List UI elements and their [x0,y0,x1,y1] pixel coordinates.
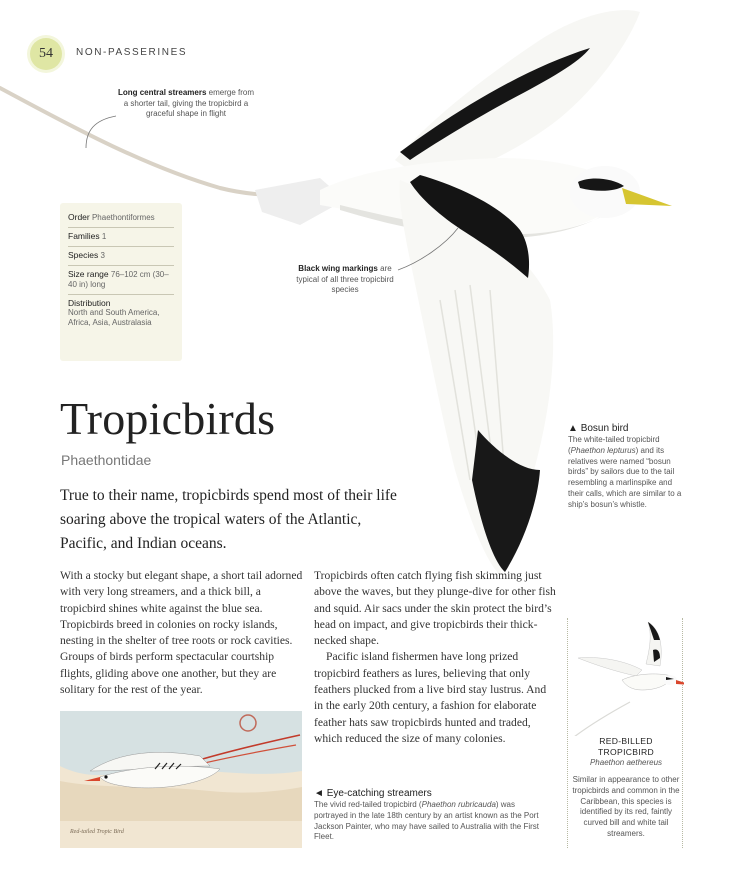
caption-text: The white-tailed tropicbird (Phaethon lepturus) and its relatives were named “bosun birds” by sailors due to the tail resembling a marlinspike and their calls, which are similar to a ship’s bosun’s whistle. [568,435,682,509]
painted-eye [104,775,107,778]
red-billed-text [568,736,684,840]
fact-size-range: Size range 76–102 cm (30–40 in) long [68,266,174,295]
caption-title: ◄ Eye-catching streamers [314,788,432,799]
wing-callout-text: are typical of all three tropicbird species [296,264,394,294]
body-paragraph: Pacific island fishermen have long prized tropicbird feathers as lures, believing that only feathers plucked from a live bird stay lustrus. And in the early 20th century, a fashion for elaborate feather hats saw tropicbirds hunted and traded, which reduced the size of many colonies. [314,650,547,745]
streamers-callout [116,88,256,120]
painting-inscription: Red-tailed Tropic Bird [70,829,124,835]
arrow-left-icon: ◄ [314,788,327,799]
page-title: Tropicbirds [60,393,276,444]
arrow-up-icon: ▲ [568,423,581,434]
red-tailed-tropicbird-painting [60,711,302,848]
fact-species: Species 3 [68,247,174,266]
lead-paragraph: True to their name, tropicbirds spend most of their life soaring above the tropical waters of the Atlantic, Pacific, and Indian oceans. [60,487,397,552]
fact-distribution: Distribution North and South America, Africa, Asia, Australasia [68,298,160,327]
fact-order: Order Phaethontiformes [68,209,174,228]
body-paragraph: With a stocky but elegant shape, a short tail adorned with very long streamers, and a thick bill, a tropicbird shines white against the blue sea. Tropicbirds breed in colonies on rocky islands, nesting in the shelter of tree roots or rock cavities. Groups of birds perform spectacular courtship flights, gliding above one another, but they are solitary for the rest of the year. [60,569,303,697]
page-number: 54 [39,46,53,61]
caption-text: The vivid red-tailed tropicbird (Phaethon rubricauda) was portrayed in the late 18th century by an artist known as the Port Jackson Painter, who may have sailed to Australia with the First Fleet. [314,800,539,842]
wing-markings-callout [292,264,398,296]
caption-title: ▲ Bosun bird [568,423,629,434]
bosun-bird-caption [568,422,683,511]
red-billed-tropicbird-panel [567,618,683,848]
species-latin-name: Phaethon aethereus [589,758,663,767]
body-paragraph: Tropicbirds often catch flying fish skimming just above the waves, but they plunge-dive for other fish and squid. Air sacs under the skin protect the bird’s head on impact, and give tropicbirds their thick-necked shape. [314,569,556,648]
section-label: NON-PASSERINES [76,47,188,58]
family-name: Phaethontidae [61,452,152,468]
fact-box [60,203,182,361]
species-name: RED-BILLED TROPICBIRD [598,736,654,757]
fact-families: Families 1 [68,228,174,247]
body-column-1 [60,568,306,698]
streamers-callout-line [86,116,116,148]
streamers-callout-title: Long central streamers [117,88,207,97]
body-column-2 [314,568,558,747]
species-description: Similar in appearance to other tropicbirds and common in the Caribbean, this species is identified by its red, faintly curved bill and white tail streamers. [572,775,680,838]
painting-caption [314,787,544,843]
wing-callout-title: Black wing markings [298,264,378,273]
red-billed-tropicbird-illustration [568,618,684,736]
streamers-callout-text: emerge from a shorter tail, giving the tropicbird a graceful shape in flight [123,88,255,118]
